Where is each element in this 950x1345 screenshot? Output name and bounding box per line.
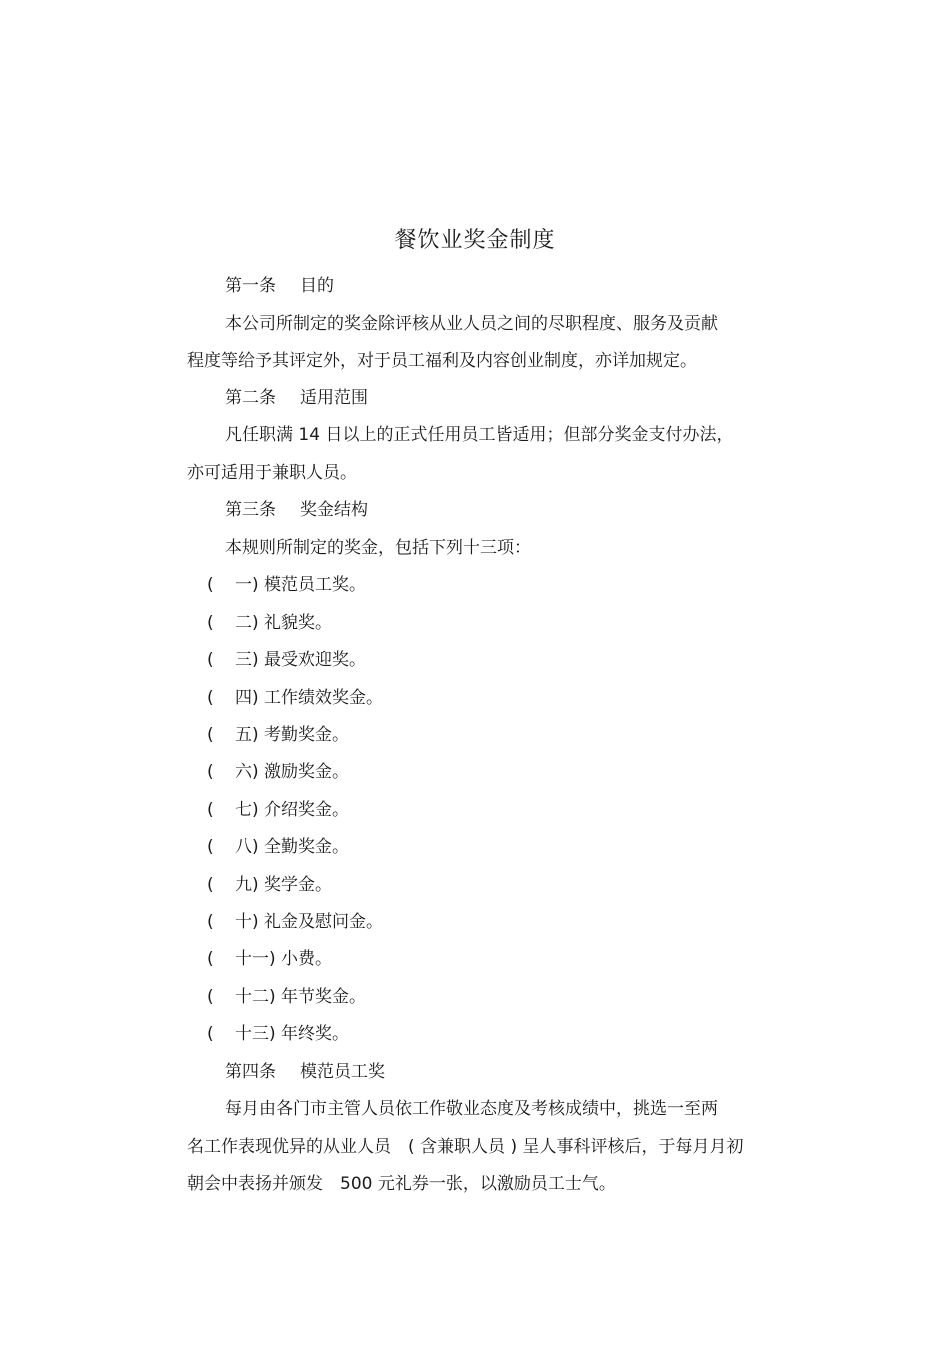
article-1-heading [225,274,334,298]
list-item: ( 十) 礼金及慰问金。 [207,912,384,932]
article-4-paragraph-line: 朝会中表扬并颁发 500 元礼券一张，以激励员工士气。 [187,1174,616,1194]
article-1-paragraph-line: 程度等给予其评定外，对于员工福利及内容创业制度，亦详加规定。 [187,351,697,371]
article-1-paragraph-line: 本公司所制定的奖金除评核从业人员之间的尽职程度、服务及贡献 [225,314,718,334]
article-heading: 适用范围 [300,388,368,408]
article-heading: 目的 [300,276,334,296]
article-2-heading [225,386,368,410]
article-number: 第一条 [225,276,276,296]
document-title: 餐饮业奖金制度 [394,228,556,253]
article-number: 第四条 [225,1062,276,1082]
list-item: ( 五) 考勤奖金。 [207,725,350,745]
list-item: ( 六) 激励奖金。 [207,762,350,782]
article-4-paragraph-line: 每月由各门市主管人员依工作敬业态度及考核成绩中，挑选一至两 [225,1099,718,1119]
article-heading: 模范员工奖 [300,1062,385,1082]
article-number: 第二条 [225,388,276,408]
article-number: 第三条 [225,500,276,520]
list-item: ( 一) 模范员工奖。 [207,575,367,595]
article-3-intro: 本规则所制定的奖金，包括下列十三项： [225,538,531,558]
article-4-heading [225,1060,385,1084]
list-item: ( 九) 奖学金。 [207,875,333,895]
list-item: ( 二) 礼貌奖。 [207,613,333,633]
article-3-heading [225,498,368,522]
article-2-paragraph-line: 凡任职满 14 日以上的正式任用员工皆适用；但部分奖金支付办法， [225,425,734,445]
article-2-paragraph-line: 亦可适用于兼职人员。 [187,463,357,483]
article-4-paragraph-line: 名工作表现优异的从业人员 ( 含兼职人员 ) 呈人事科评核后，于每月月初 [187,1137,744,1157]
list-item: ( 八) 全勤奖金。 [207,837,350,857]
list-item: ( 十三) 年终奖。 [207,1024,350,1044]
list-item: ( 七) 介绍奖金。 [207,800,350,820]
list-item: ( 十二) 年节奖金。 [207,987,367,1007]
list-item: ( 三) 最受欢迎奖。 [207,650,367,670]
article-heading: 奖金结构 [300,500,368,520]
list-item: ( 十一) 小费。 [207,949,333,969]
list-item: ( 四) 工作绩效奖金。 [207,688,384,708]
